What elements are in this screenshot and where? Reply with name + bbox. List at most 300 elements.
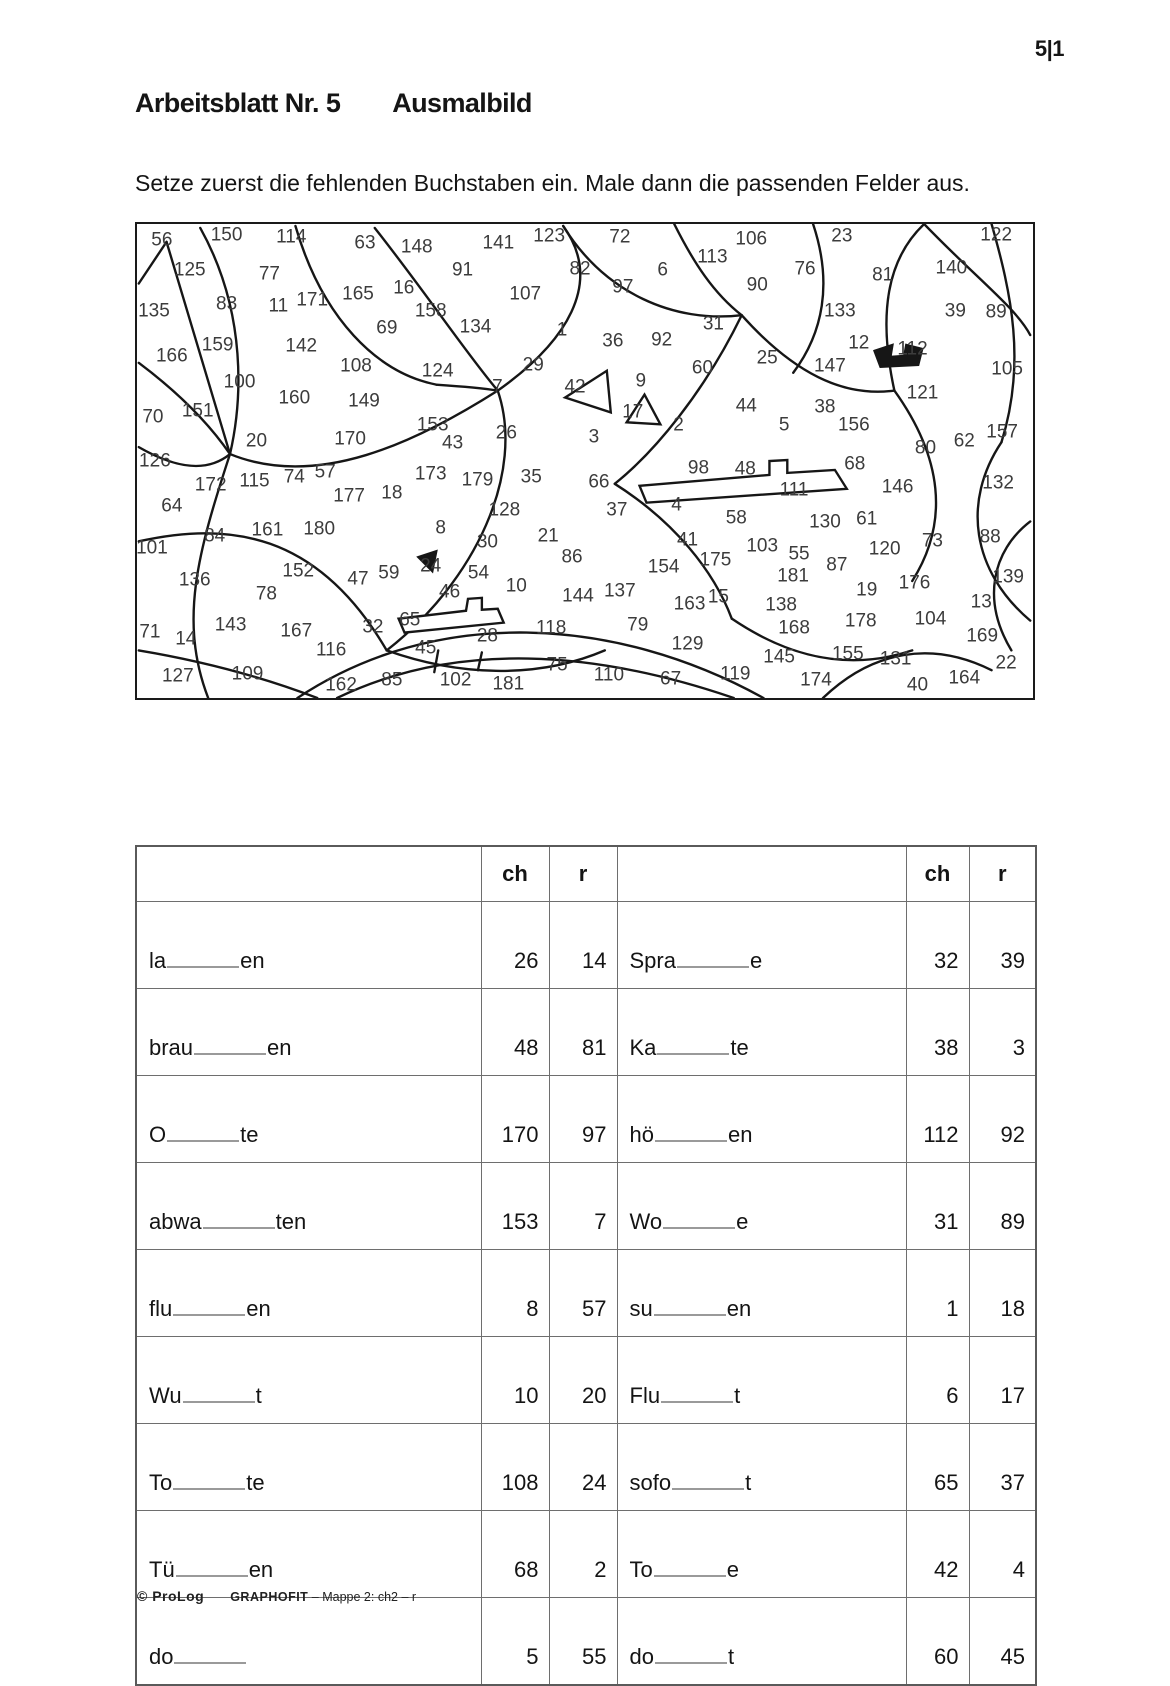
region-number: 152	[282, 560, 315, 582]
region-number: 112	[897, 338, 928, 360]
region-number: 162	[325, 674, 357, 696]
region-number: 138	[765, 594, 797, 616]
region-number: 109	[231, 663, 264, 685]
region-number: 46	[439, 581, 461, 603]
number-cell: 39	[969, 902, 1036, 989]
word-prefix: Flu	[629, 1383, 661, 1408]
region-number: 179	[461, 469, 494, 491]
region-number: 57	[314, 461, 336, 483]
header-ch-left: ch	[481, 846, 549, 902]
word-cell	[136, 989, 481, 1076]
blank-line	[173, 1310, 245, 1316]
region-number: 12	[848, 332, 870, 354]
region-number: 159	[201, 334, 234, 356]
word-cell	[136, 1076, 481, 1163]
word-cell	[617, 1337, 906, 1424]
blank-line	[167, 1136, 239, 1142]
region-number: 176	[898, 572, 931, 594]
table-row	[136, 1598, 1036, 1686]
number-cell: 57	[549, 1250, 617, 1337]
blank-line	[203, 1223, 275, 1229]
region-number: 87	[826, 554, 848, 576]
page-title	[135, 88, 532, 119]
number-cell: 5	[481, 1598, 549, 1686]
region-number: 137	[603, 580, 636, 602]
word-prefix: Ka	[629, 1035, 657, 1060]
region-number: 80	[914, 437, 937, 459]
region-number: 121	[906, 382, 939, 404]
region-number: 105	[991, 358, 1023, 380]
region-number: 175	[699, 549, 732, 571]
region-number: 69	[376, 317, 398, 339]
word-cell	[136, 1250, 481, 1337]
number-cell: 6	[906, 1337, 969, 1424]
region-number: 75	[546, 654, 568, 676]
region-number: 65	[399, 609, 421, 631]
number-cell: 1	[906, 1250, 969, 1337]
number-cell: 4	[969, 1511, 1036, 1598]
region-number: 161	[251, 519, 284, 541]
header-r-left: r	[549, 846, 617, 902]
region-number: 178	[844, 610, 877, 632]
number-cell: 42	[906, 1511, 969, 1598]
region-number: 108	[340, 355, 372, 377]
region-number: 145	[763, 646, 795, 668]
word-suffix: en	[267, 1035, 292, 1060]
region-number: 20	[245, 430, 268, 452]
region-number: 90	[746, 274, 768, 296]
region-number: 25	[756, 347, 778, 369]
header-empty-left	[136, 846, 481, 902]
region-number: 22	[995, 652, 1017, 674]
region-number: 40	[906, 674, 929, 696]
blank-line	[677, 962, 749, 968]
region-number: 139	[992, 566, 1024, 588]
region-number: 122	[980, 224, 1013, 246]
header-r-right: r	[969, 846, 1036, 902]
word-cell	[617, 1598, 906, 1686]
region-number: 67	[660, 668, 682, 690]
worksheet-subtitle: Ausmalbild	[392, 88, 532, 118]
region-number: 55	[788, 543, 810, 565]
series-rest: – Mappe 2: ch2 – r	[311, 1590, 417, 1604]
region-number: 126	[139, 450, 171, 472]
word-suffix: e	[749, 948, 763, 973]
region-number: 123	[533, 225, 566, 247]
word-suffix: t	[745, 1470, 752, 1495]
word-prefix: brau	[149, 1035, 194, 1060]
table-body	[136, 902, 1036, 1686]
region-number: 128	[488, 499, 521, 521]
region-number: 118	[535, 617, 567, 639]
word-cell	[617, 1424, 906, 1511]
region-number: 157	[986, 421, 1018, 443]
region-number: 173	[414, 463, 447, 485]
region-number: 59	[378, 562, 400, 584]
number-cell: 10	[481, 1337, 549, 1424]
number-cell: 8	[481, 1250, 549, 1337]
table-row	[136, 1424, 1036, 1511]
region-number: 58	[725, 507, 747, 529]
number-cell: 55	[549, 1598, 617, 1686]
number-cell: 26	[481, 902, 549, 989]
word-prefix: Wu	[149, 1383, 182, 1408]
word-cell	[617, 1250, 906, 1337]
region-number: 104	[914, 608, 947, 630]
region-number: 19	[856, 579, 878, 601]
blank-line	[655, 1136, 727, 1142]
word-prefix: sofo	[629, 1470, 672, 1495]
region-number: 119	[720, 663, 751, 685]
header-empty-right	[617, 846, 906, 902]
region-number: 21	[537, 525, 559, 547]
word-suffix: en	[246, 1296, 271, 1321]
number-cell: 81	[549, 989, 617, 1076]
region-number: 39	[944, 300, 966, 322]
blank-line	[654, 1571, 726, 1577]
region-number: 62	[953, 430, 975, 452]
region-number: 78	[255, 583, 277, 605]
region-number: 102	[439, 669, 472, 691]
region-number: 24	[420, 555, 442, 577]
region-number: 30	[476, 531, 498, 553]
region-number: 66	[588, 471, 610, 493]
region-number: 31	[702, 313, 724, 335]
word-prefix: Wo	[629, 1209, 663, 1234]
region-number: 163	[673, 593, 706, 615]
region-number: 155	[831, 643, 864, 665]
number-cell: 32	[906, 902, 969, 989]
region-number: 36	[602, 330, 624, 352]
header-ch-right: ch	[906, 846, 969, 902]
region-number: 82	[569, 258, 591, 280]
region-number: 85	[381, 669, 403, 691]
region-number: 83	[216, 293, 238, 315]
number-cell: 68	[481, 1511, 549, 1598]
region-number: 56	[151, 229, 173, 251]
word-prefix: su	[629, 1296, 653, 1321]
region-number: 41	[676, 529, 699, 551]
region-number: 81	[872, 264, 894, 286]
word-prefix: Tü	[149, 1557, 175, 1582]
region-number: 47	[347, 568, 369, 590]
blank-line	[174, 1658, 246, 1664]
fill-in-table	[135, 845, 1037, 1686]
region-number: 167	[280, 620, 313, 642]
word-prefix: abwa	[149, 1209, 202, 1234]
region-number: 168	[778, 617, 810, 639]
region-number: 169	[966, 625, 999, 647]
instruction-text: Setze zuerst die fehlenden Buchstaben ein. Male dann die passenden Felder aus.	[135, 170, 970, 196]
number-cell: 92	[969, 1076, 1036, 1163]
region-number: 77	[258, 263, 280, 285]
blank-line	[176, 1571, 248, 1577]
region-number: 92	[651, 329, 673, 351]
region-number: 14	[175, 628, 197, 649]
word-cell	[136, 1163, 481, 1250]
region-number: 120	[868, 538, 901, 560]
word-prefix: hö	[629, 1122, 654, 1147]
word-cell	[617, 1511, 906, 1598]
number-cell: 20	[549, 1337, 617, 1424]
footer	[137, 1588, 416, 1604]
region-number: 32	[362, 616, 384, 638]
region-number: 131	[879, 648, 912, 670]
word-prefix: flu	[149, 1296, 173, 1321]
region-number: 74	[283, 466, 305, 488]
word-cell	[136, 1337, 481, 1424]
region-number: 63	[354, 232, 376, 254]
region-number: 143	[214, 614, 247, 636]
blank-line	[655, 1658, 727, 1664]
publisher-logo: © ProLog	[137, 1588, 205, 1604]
region-number: 29	[522, 354, 544, 376]
region-number: 8	[435, 517, 446, 539]
region-number: 71	[139, 621, 161, 643]
region-number: 101	[136, 537, 168, 559]
word-suffix: en	[248, 1557, 274, 1582]
word-cell	[136, 1598, 481, 1686]
region-number: 17	[622, 401, 644, 423]
number-cell: 89	[969, 1163, 1036, 1250]
blank-line	[661, 1397, 733, 1403]
blank-line	[663, 1223, 735, 1229]
region-number: 149	[348, 390, 380, 411]
number-cell: 170	[481, 1076, 549, 1163]
region-number: 135	[138, 300, 170, 322]
blank-line	[654, 1310, 726, 1316]
word-suffix: e	[726, 1557, 739, 1582]
region-number: 130	[809, 511, 841, 533]
blank-line	[173, 1484, 245, 1490]
region-number: 165	[342, 283, 374, 305]
word-suffix: te	[730, 1035, 749, 1060]
number-cell: 48	[481, 989, 549, 1076]
region-number: 100	[223, 371, 256, 393]
number-cell: 112	[906, 1076, 969, 1163]
region-number: 9	[635, 370, 647, 392]
number-cell: 2	[549, 1511, 617, 1598]
region-number: 115	[239, 470, 270, 492]
table-header-row	[136, 846, 1036, 902]
word-prefix: do	[629, 1644, 654, 1669]
word-cell	[617, 1163, 906, 1250]
region-number: 156	[837, 414, 870, 436]
word-prefix: O	[149, 1122, 167, 1147]
region-number: 171	[296, 289, 329, 311]
number-cell: 37	[969, 1424, 1036, 1511]
region-number: 160	[278, 387, 311, 409]
region-number: 11	[268, 295, 289, 317]
region-number: 45	[415, 637, 437, 659]
region-number: 150	[210, 224, 243, 246]
region-number: 42	[564, 376, 586, 398]
region-number: 110	[593, 664, 625, 686]
word-suffix: te	[246, 1470, 265, 1495]
table-row	[136, 902, 1036, 989]
word-prefix: To	[629, 1557, 653, 1582]
word-cell	[617, 989, 906, 1076]
word-suffix: en	[726, 1296, 752, 1321]
word-suffix: e	[736, 1209, 749, 1234]
region-number: 127	[161, 665, 194, 687]
region-number: 177	[333, 485, 365, 507]
word-cell	[136, 1424, 481, 1511]
region-number: 164	[948, 667, 981, 689]
number-cell: 45	[969, 1598, 1036, 1686]
region-number: 76	[794, 258, 816, 280]
region-number: 7	[492, 376, 503, 398]
region-number: 79	[627, 614, 649, 636]
word-prefix: do	[149, 1644, 174, 1669]
region-number: 70	[142, 406, 164, 428]
number-cell: 38	[906, 989, 969, 1076]
region-number: 18	[381, 482, 403, 504]
blank-line	[183, 1397, 255, 1403]
number-cell: 153	[481, 1163, 549, 1250]
table-row	[136, 1076, 1036, 1163]
region-number: 140	[935, 257, 968, 279]
number-cell: 97	[549, 1076, 617, 1163]
region-number: 38	[814, 396, 836, 418]
number-cell: 31	[906, 1163, 969, 1250]
word-cell	[136, 1511, 481, 1598]
region-number: 106	[735, 228, 768, 250]
region-number: 13	[970, 591, 992, 613]
region-number: 141	[482, 232, 515, 254]
number-cell: 24	[549, 1424, 617, 1511]
word-suffix: t	[255, 1383, 262, 1408]
region-number: 64	[161, 495, 183, 517]
series-label	[230, 1590, 416, 1604]
region-number: 60	[691, 357, 714, 379]
region-number: 16	[393, 277, 415, 299]
region-number: 181	[777, 565, 809, 587]
region-number: 15	[707, 586, 729, 608]
region-number: 44	[735, 395, 757, 417]
region-number: 124	[421, 360, 454, 382]
region-number: 107	[509, 283, 542, 305]
word-prefix: Spra	[629, 948, 676, 973]
word-suffix: t	[734, 1383, 741, 1408]
region-number: 3	[588, 426, 600, 448]
number-cell: 17	[969, 1337, 1036, 1424]
region-number: 88	[979, 526, 1001, 548]
word-prefix: la	[149, 948, 167, 973]
region-number: 48	[734, 458, 756, 480]
page-marker: 5|1	[1034, 36, 1064, 61]
region-number: 61	[856, 508, 878, 529]
series-name: GRAPHOFIT	[230, 1590, 309, 1604]
region-number: 172	[194, 474, 227, 496]
number-cell: 7	[549, 1163, 617, 1250]
region-number: 68	[844, 453, 866, 475]
region-number: 125	[173, 259, 206, 281]
region-number: 181	[492, 673, 525, 695]
region-number: 180	[303, 518, 336, 540]
region-number: 134	[459, 316, 492, 338]
region-number: 54	[467, 562, 490, 584]
worksheet-title: Arbeitsblatt Nr. 5	[135, 88, 341, 118]
region-number: 148	[400, 236, 433, 258]
word-prefix: To	[149, 1470, 173, 1495]
word-suffix: ten	[275, 1209, 307, 1234]
number-cell: 3	[969, 989, 1036, 1076]
region-number: 114	[276, 226, 307, 248]
region-number: 142	[285, 335, 318, 357]
region-number: 146	[881, 476, 914, 498]
table-row	[136, 1250, 1036, 1337]
region-number: 132	[982, 472, 1014, 494]
region-number: 1	[556, 319, 568, 341]
region-number: 23	[831, 225, 853, 247]
blank-line	[657, 1049, 729, 1055]
region-number: 91	[451, 259, 474, 281]
region-number: 43	[442, 432, 464, 454]
region-number: 35	[520, 466, 542, 488]
number-cell: 14	[549, 902, 617, 989]
region-number: 26	[495, 422, 517, 444]
region-number: 10	[505, 575, 527, 597]
region-number: 111	[779, 479, 809, 501]
table-row	[136, 1511, 1036, 1598]
region-number: 4	[671, 494, 682, 516]
region-number: 166	[155, 345, 188, 367]
region-number: 103	[746, 535, 779, 557]
blank-line	[167, 962, 239, 968]
table-row	[136, 1337, 1036, 1424]
region-number: 174	[800, 669, 832, 691]
word-suffix: en	[727, 1122, 753, 1147]
number-cell: 108	[481, 1424, 549, 1511]
table-row	[136, 989, 1036, 1076]
region-number: 136	[178, 569, 211, 591]
region-number: 73	[921, 530, 944, 552]
region-number: 170	[334, 428, 366, 450]
region-number: 158	[414, 300, 447, 322]
region-number: 86	[561, 546, 583, 568]
region-number: 133	[824, 300, 856, 322]
number-cell: 65	[906, 1424, 969, 1511]
region-number: 144	[562, 585, 594, 607]
word-suffix: te	[240, 1122, 259, 1147]
word-cell	[617, 1076, 906, 1163]
word-suffix: t	[727, 1644, 735, 1669]
region-number: 89	[985, 301, 1007, 323]
region-number: 98	[687, 457, 710, 479]
region-number: 113	[697, 246, 728, 268]
region-number: 129	[671, 633, 704, 655]
region-number: 37	[606, 499, 628, 521]
word-cell	[617, 902, 906, 989]
region-number: 116	[315, 639, 347, 661]
region-number: 28	[476, 625, 498, 647]
coloring-picture	[135, 222, 1035, 700]
table-row	[136, 1163, 1036, 1250]
word-cell	[136, 902, 481, 989]
region-number: 154	[647, 556, 680, 578]
region-number: 151	[181, 400, 214, 422]
region-number: 97	[612, 276, 634, 298]
region-number: 147	[814, 355, 846, 377]
number-cell: 18	[969, 1250, 1036, 1337]
number-cell: 60	[906, 1598, 969, 1686]
blank-line	[672, 1484, 744, 1490]
region-number: 2	[673, 414, 684, 436]
region-number: 84	[204, 525, 226, 547]
region-number: 5	[778, 414, 790, 436]
region-number: 153	[416, 414, 449, 436]
